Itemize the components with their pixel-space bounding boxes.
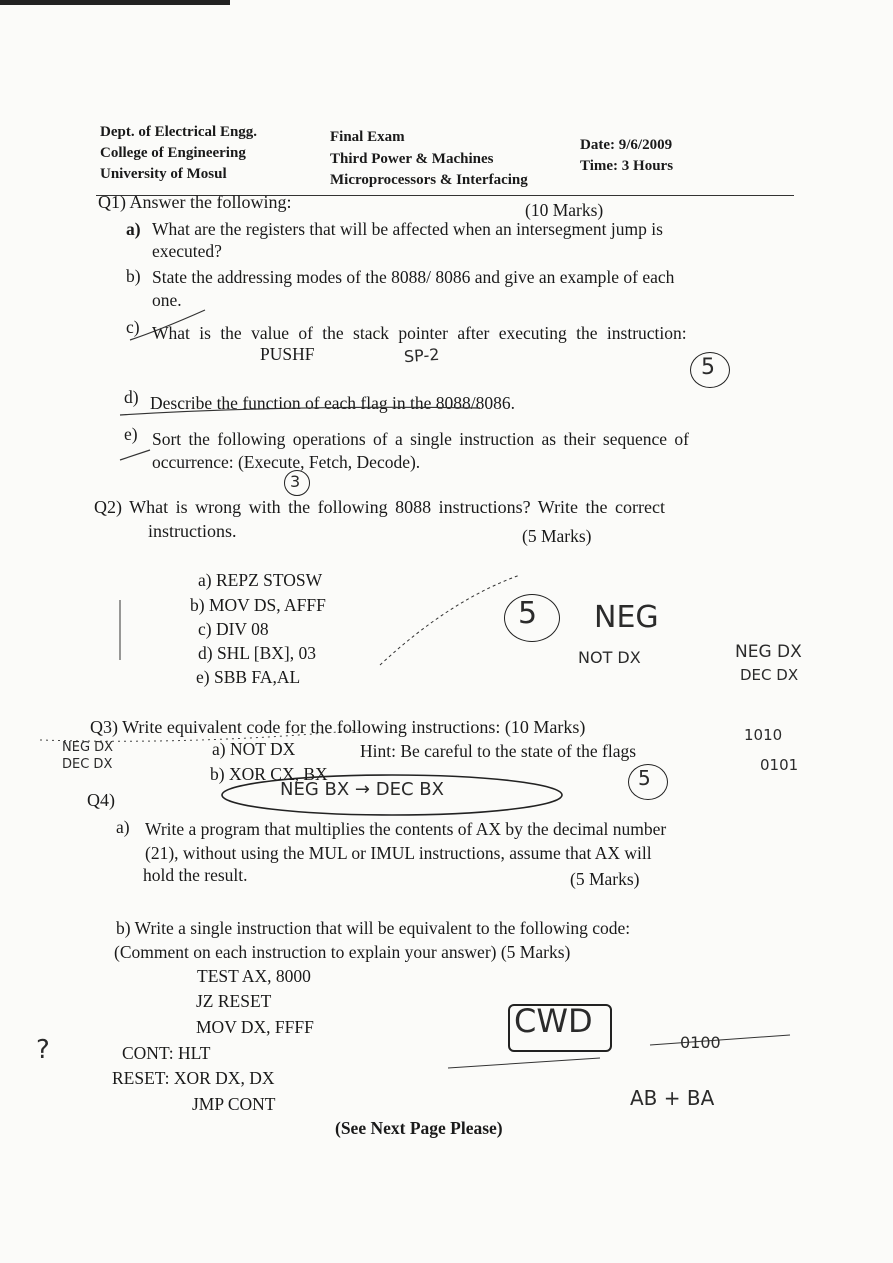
q4-code-5: RESET: XOR DX, DX — [112, 1068, 275, 1088]
hand-line-2 — [448, 1058, 600, 1068]
q4-title: Q4) — [87, 790, 115, 810]
header-university: University of Mosul — [100, 166, 227, 182]
q4-code-4: CONT: HLT — [122, 1043, 211, 1063]
hand-neg-dx: NEG DX — [735, 642, 802, 662]
header-time: Time: 3 Hours — [580, 158, 674, 174]
q4-b-line1: b) Write a single instruction that will be equivalent to the following code: — [116, 918, 631, 938]
q1-e-label: e) — [124, 424, 138, 444]
header-date: Date: 9/6/2009 — [580, 137, 673, 153]
q1-b-line1: State the addressing modes of the 8088/ 8086 and give an example of each — [152, 267, 675, 287]
q4-a-label: a) — [116, 817, 130, 837]
q4-a-line1: Write a program that multiplies the contents of AX by the decimal number — [145, 819, 667, 839]
q4-code-3: MOV DX, FFFF — [196, 1017, 314, 1037]
hand-bin-0101: 0101 — [760, 756, 799, 774]
q2-title-line2: instructions. — [148, 521, 237, 541]
hand-neg-bx-dec-bx: NEG BX → DEC BX — [280, 779, 444, 800]
q3-hint: Hint: Be careful to the state of the flags — [360, 741, 637, 761]
header-exam: Final Exam — [330, 129, 405, 145]
q1-a-line1: What are the registers that will be affected when an intersegment jump is — [152, 219, 663, 239]
header-class: Third Power & Machines — [330, 151, 494, 167]
hand-not-dx: NOT DX — [578, 648, 641, 667]
q1-e-line1: Sort the following operations of a single instruction as their sequence of — [152, 429, 689, 449]
q3-a: a) NOT DX — [212, 739, 296, 759]
q2-item-a: a) REPZ STOSW — [198, 570, 323, 590]
header-dept: Dept. of Electrical Engg. — [100, 124, 258, 140]
hand-five-3: 5 — [638, 766, 651, 790]
q2-item-c: c) DIV 08 — [198, 619, 269, 639]
hand-left-neg-dx: NEG DX — [62, 740, 114, 755]
hand-equation: AB + BA — [630, 1086, 715, 1110]
q1-a-line2: executed? — [152, 241, 222, 261]
hand-check-c — [130, 310, 205, 340]
q4-a-marks: (5 Marks) — [570, 869, 640, 889]
hand-five-1: 5 — [701, 355, 715, 380]
q3-title: Q3) Write equivalent code for the following instructions: (10 Marks) — [90, 717, 586, 737]
q1-c-line1: What is the value of the stack pointer after executing the instruction: — [152, 323, 687, 343]
hand-underline-d — [120, 407, 480, 415]
q4-code-6: JMP CONT — [192, 1094, 276, 1114]
hand-sp: SP-2 — [403, 344, 441, 367]
q1-c-label: c) — [126, 317, 140, 337]
hand-three: 3 — [290, 472, 301, 491]
q1-c-line2: PUSHF — [260, 344, 315, 364]
hand-five-2: 5 — [518, 596, 538, 631]
hand-dotted-curve — [380, 575, 520, 665]
q2-item-e: e) SBB FA,AL — [196, 667, 301, 687]
q1-title: Q1) Answer the following: — [98, 192, 292, 212]
q4-a-line2: (21), without using the MUL or IMUL instructions, assume that AX will — [145, 843, 652, 863]
q4-b-line2: (Comment on each instruction to explain your answer) (5 Marks) — [114, 942, 571, 962]
q4-a-line3: hold the result. — [143, 865, 248, 885]
q1-a-label: a) — [126, 219, 141, 239]
q2-title: Q2) What is wrong with the following 8088 instructions? Write the correct — [94, 497, 665, 517]
q4-code-1: TEST AX, 8000 — [197, 966, 311, 986]
q2-marks: (5 Marks) — [522, 526, 592, 546]
header-subject: Microprocessors & Interfacing — [330, 172, 528, 188]
q1-marks: (10 Marks) — [525, 200, 604, 220]
hand-cwd: CWD — [514, 1002, 593, 1040]
q4-code-2: JZ RESET — [196, 991, 272, 1011]
hand-check-e — [120, 450, 150, 460]
q1-b-label: b) — [126, 266, 141, 286]
hand-neg: NEG — [594, 600, 659, 635]
q2-item-d: d) SHL [BX], 03 — [198, 643, 316, 663]
header-college: College of Engineering — [100, 145, 246, 161]
hand-question-mark: ? — [36, 1035, 50, 1065]
q3-b: b) XOR CX, BX — [210, 764, 328, 784]
hand-dec-dx: DEC DX — [740, 666, 799, 684]
hand-bin-1010: 1010 — [744, 726, 783, 744]
q1-d-line1: Describe the function of each flag in the 8088/8086. — [150, 393, 515, 413]
hand-left-dec-dx: DEC DX — [62, 757, 113, 772]
q1-d-label: d) — [124, 387, 139, 407]
footer-next-page: (See Next Page Please) — [335, 1118, 503, 1138]
q1-e-line2: occurrence: (Execute, Fetch, Decode). — [152, 452, 421, 472]
q1-b-line2: one. — [152, 290, 182, 310]
hand-bin-0100: 0100 — [680, 1033, 721, 1052]
q2-item-b: b) MOV DS, AFFF — [190, 595, 326, 615]
